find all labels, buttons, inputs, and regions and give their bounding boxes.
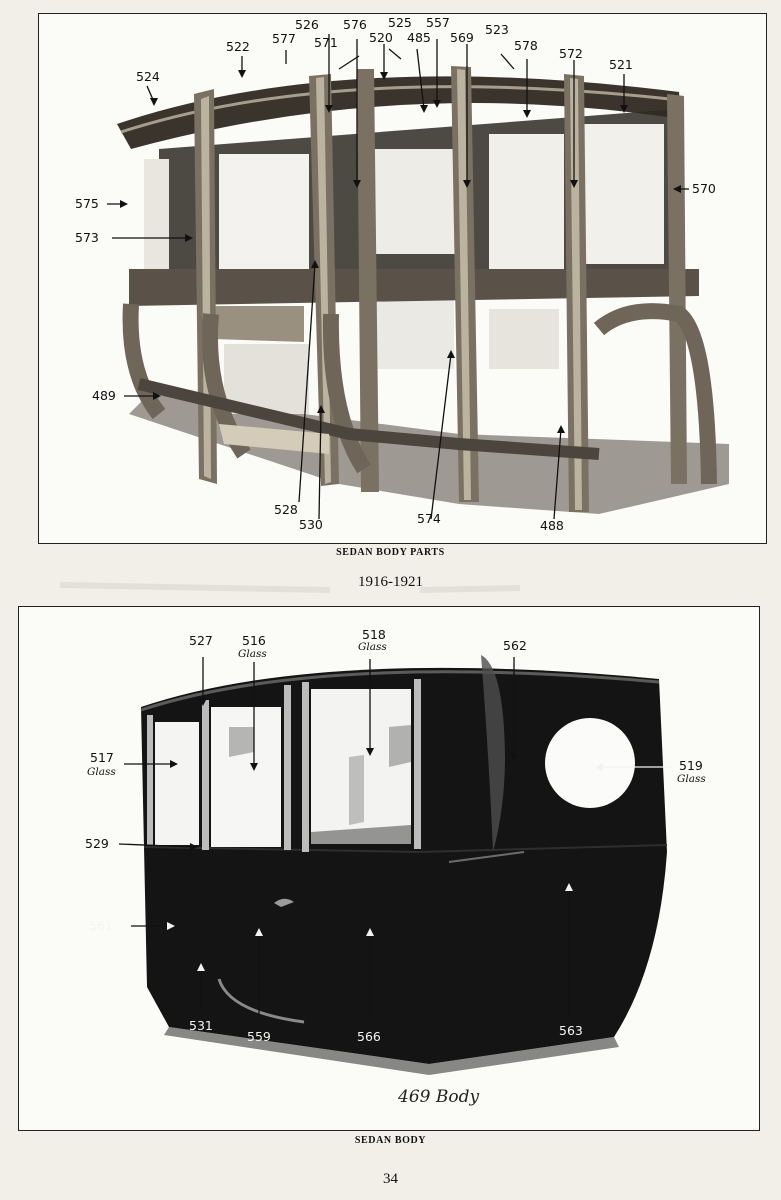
callout-571: 571: [314, 35, 338, 50]
callout-572: 572: [559, 46, 583, 61]
glass-label-518: Glass: [358, 641, 387, 653]
callout-569: 569: [450, 30, 474, 45]
sedan-body-parts-figure: [38, 13, 767, 544]
callout-578: 578: [514, 38, 538, 53]
callout-524: 524: [136, 69, 160, 84]
callout-566: 566: [357, 1029, 381, 1044]
callout-525: 525: [388, 15, 412, 30]
sedan-frame-photo: [39, 14, 767, 544]
callout-527: 527: [189, 633, 213, 648]
sedan-body-photo: [19, 607, 760, 1131]
callout-557: 557: [426, 15, 450, 30]
glass-label-516: Glass: [238, 648, 267, 660]
bottom-figure-caption: SEDAN BODY: [354, 1135, 427, 1146]
callout-577: 577: [272, 31, 296, 46]
callout-526: 526: [295, 17, 319, 32]
callout-531: 531: [189, 1018, 213, 1033]
callout-576: 576: [343, 17, 367, 32]
callout-522: 522: [226, 39, 250, 54]
callout-559: 559: [247, 1029, 271, 1044]
callout-575: 575: [75, 196, 99, 211]
handwritten-body-note: 469 Body: [398, 1087, 480, 1107]
callout-516: 516: [242, 633, 266, 648]
glass-label-517: Glass: [87, 766, 116, 778]
callout-519: 519: [679, 758, 703, 773]
glass-label-519: Glass: [677, 773, 706, 785]
callout-485: 485: [407, 30, 431, 45]
callout-573: 573: [75, 230, 99, 245]
callout-489: 489: [92, 388, 116, 403]
page-number: 34: [383, 1171, 398, 1187]
callout-523: 523: [485, 22, 509, 37]
callout-562: 562: [503, 638, 527, 653]
callout-521: 521: [609, 57, 633, 72]
year-range: 1916-1921: [358, 574, 423, 590]
callout-528: 528: [274, 502, 298, 517]
callout-574: 574: [417, 511, 441, 526]
callout-520: 520: [369, 30, 393, 45]
callout-518: 518: [362, 627, 386, 642]
callout-561: 561: [89, 918, 113, 933]
sedan-body-figure: [18, 606, 760, 1131]
callout-529: 529: [85, 836, 109, 851]
callout-530: 530: [299, 517, 323, 532]
callout-570: 570: [692, 181, 716, 196]
callout-517: 517: [90, 750, 114, 765]
callout-488: 488: [540, 518, 564, 533]
callout-563: 563: [559, 1023, 583, 1038]
top-figure-caption: SEDAN BODY PARTS: [336, 547, 445, 558]
